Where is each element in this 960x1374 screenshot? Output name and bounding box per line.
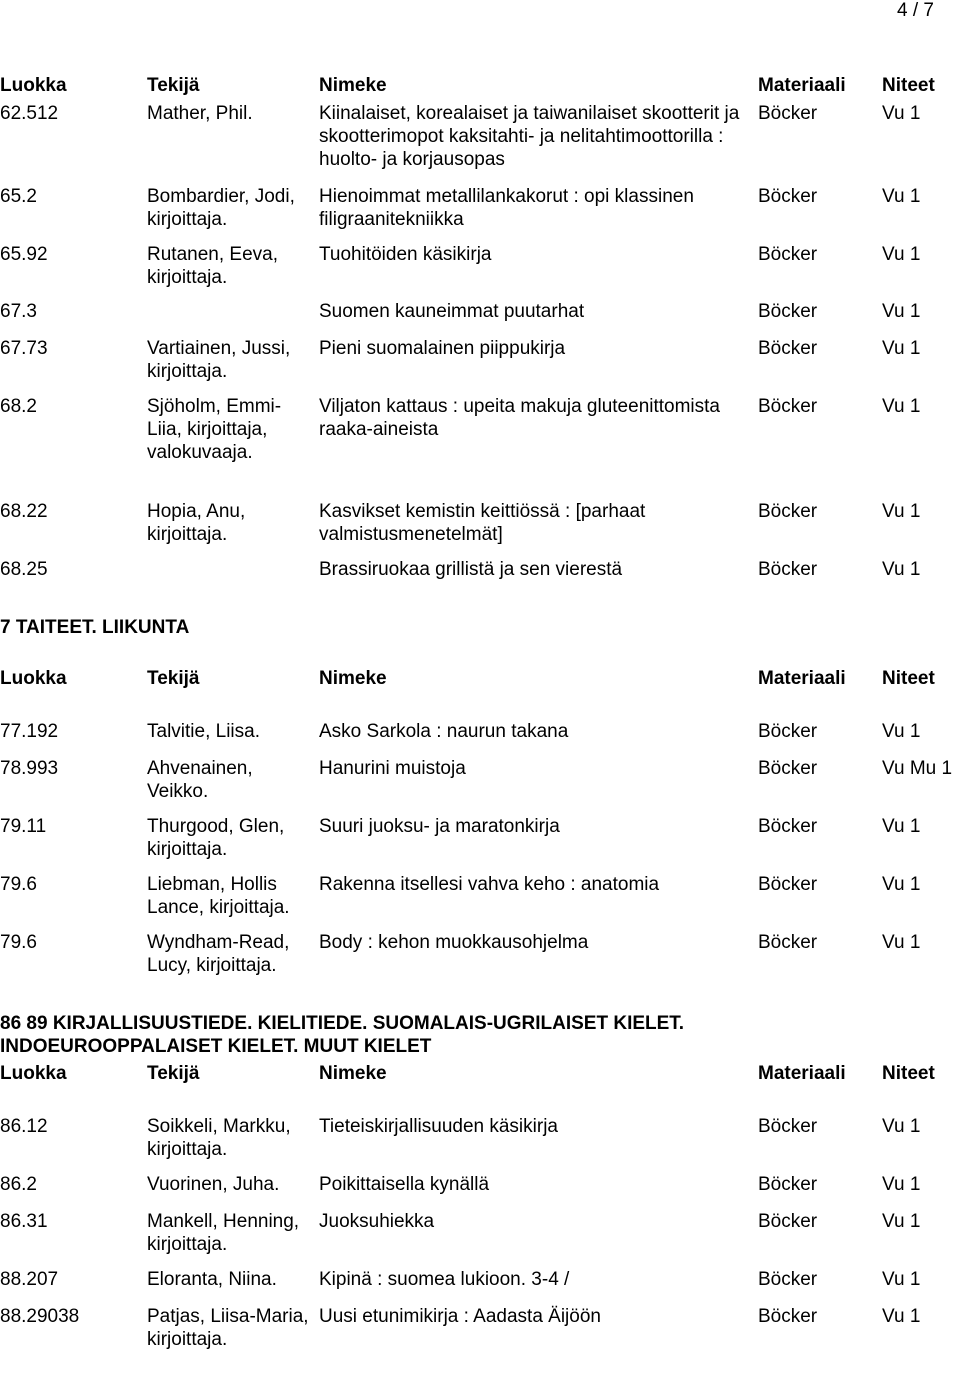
cell-materiaali: Böcker [758, 816, 818, 837]
cell-materiaali: Böcker [758, 721, 818, 742]
cell-niteet: Vu 1 [882, 816, 921, 837]
cell-niteet: Vu 1 [882, 301, 921, 322]
cell-niteet: Vu 1 [882, 396, 921, 417]
cell-niteet: Vu Mu 1 [882, 758, 953, 779]
cell-tekija: Patjas, Liisa-Maria, kirjoittaja. [147, 1306, 309, 1350]
cell-nimeke: Juoksuhiekka [319, 1211, 435, 1232]
cell-nimeke: Tuohitöiden käsikirja [319, 244, 492, 265]
cell-tekija: Eloranta, Niina. [147, 1269, 277, 1290]
cell-nimeke: Brassiruokaa grillistä ja sen vierestä [319, 559, 623, 580]
cell-tekija: Soikkeli, Markku, kirjoittaja. [147, 1116, 291, 1160]
cell-nimeke: Viljaton kattaus : upeita makuja gluteenittomista raaka-aineista [319, 396, 720, 440]
column-header-tekija: Tekijä [147, 668, 200, 689]
cell-tekija: Vuorinen, Juha. [147, 1174, 280, 1195]
cell-nimeke: Poikittaisella kynällä [319, 1174, 490, 1195]
cell-nimeke: Kasvikset kemistin keittiössä : [parhaat valmistusmenetelmät] [319, 501, 646, 545]
cell-materiaali: Böcker [758, 186, 818, 207]
cell-niteet: Vu 1 [882, 501, 921, 522]
cell-nimeke: Body : kehon muokkausohjelma [319, 932, 589, 953]
column-header-materiaali: Materiaali [758, 75, 846, 96]
cell-tekija: Rutanen, Eeva, kirjoittaja. [147, 244, 278, 288]
cell-niteet: Vu 1 [882, 1116, 921, 1137]
cell-luokka: 86.31 [0, 1211, 48, 1232]
cell-nimeke: Hienoimmat metallilankakorut : opi klassinen filigraanitekniikka [319, 186, 694, 230]
cell-nimeke: Kiinalaiset, korealaiset ja taiwanilaiset skootterit ja skootterimopot kaksitahti- ja nelitahtimoottorilla : huolto- ja korjausopas [319, 103, 740, 170]
section-title: 86 89 KIRJALLISUUSTIEDE. KIELITIEDE. SUOMALAIS-UGRILAISET KIELET. INDOEUROOPPALAISET KIELET. MUUT KIELET [0, 1013, 685, 1057]
cell-niteet: Vu 1 [882, 1269, 921, 1290]
cell-niteet: Vu 1 [882, 1306, 921, 1327]
column-header-luokka: Luokka [0, 668, 67, 689]
cell-luokka: 78.993 [0, 758, 59, 779]
column-header-tekija: Tekijä [147, 75, 200, 96]
cell-materiaali: Böcker [758, 559, 818, 580]
cell-materiaali: Böcker [758, 1116, 818, 1137]
cell-materiaali: Böcker [758, 338, 818, 359]
cell-tekija: Hopia, Anu, kirjoittaja. [147, 501, 246, 545]
cell-nimeke: Hanurini muistoja [319, 758, 466, 779]
cell-nimeke: Tieteiskirjallisuuden käsikirja [319, 1116, 558, 1137]
section-title: 7 TAITEET. LIIKUNTA [0, 617, 190, 638]
cell-niteet: Vu 1 [882, 932, 921, 953]
cell-luokka: 88.29038 [0, 1306, 80, 1327]
cell-niteet: Vu 1 [882, 721, 921, 742]
column-header-nimeke: Nimeke [319, 1063, 387, 1084]
cell-luokka: 67.73 [0, 338, 48, 359]
cell-tekija: Wyndham-Read, Lucy, kirjoittaja. [147, 932, 290, 976]
cell-luokka: 68.22 [0, 501, 48, 522]
column-header-materiaali: Materiaali [758, 668, 846, 689]
cell-tekija: Bombardier, Jodi, kirjoittaja. [147, 186, 295, 230]
cell-materiaali: Böcker [758, 301, 818, 322]
cell-luokka: 62.512 [0, 103, 59, 124]
cell-luokka: 68.25 [0, 559, 48, 580]
cell-niteet: Vu 1 [882, 559, 921, 580]
cell-niteet: Vu 1 [882, 103, 921, 124]
cell-niteet: Vu 1 [882, 186, 921, 207]
cell-nimeke: Kipinä : suomea lukioon. 3-4 / [319, 1269, 570, 1290]
cell-niteet: Vu 1 [882, 1211, 921, 1232]
cell-tekija: Thurgood, Glen, kirjoittaja. [147, 816, 285, 860]
column-header-materiaali: Materiaali [758, 1063, 846, 1084]
cell-niteet: Vu 1 [882, 244, 921, 265]
cell-luokka: 86.2 [0, 1174, 37, 1195]
cell-luokka: 79.11 [0, 816, 47, 837]
cell-materiaali: Böcker [758, 874, 818, 895]
cell-materiaali: Böcker [758, 1174, 818, 1195]
cell-materiaali: Böcker [758, 501, 818, 522]
cell-nimeke: Asko Sarkola : naurun takana [319, 721, 569, 742]
cell-luokka: 65.2 [0, 186, 37, 207]
cell-materiaali: Böcker [758, 1269, 818, 1290]
cell-luokka: 86.12 [0, 1116, 48, 1137]
cell-materiaali: Böcker [758, 103, 818, 124]
cell-tekija: Vartiainen, Jussi, kirjoittaja. [147, 338, 291, 382]
column-header-niteet: Niteet [882, 668, 935, 689]
cell-nimeke: Suomen kauneimmat puutarhat [319, 301, 585, 322]
cell-nimeke: Uusi etunimikirja : Aadasta Äijöön [319, 1306, 601, 1327]
cell-tekija: Liebman, Hollis Lance, kirjoittaja. [147, 874, 290, 918]
column-header-nimeke: Nimeke [319, 75, 387, 96]
cell-tekija: Mather, Phil. [147, 103, 253, 124]
cell-materiaali: Böcker [758, 244, 818, 265]
cell-tekija: Talvitie, Liisa. [147, 721, 260, 742]
cell-nimeke: Pieni suomalainen piippukirja [319, 338, 566, 359]
cell-materiaali: Böcker [758, 758, 818, 779]
cell-luokka: 88.207 [0, 1269, 59, 1290]
cell-niteet: Vu 1 [882, 874, 921, 895]
cell-tekija: Mankell, Henning, kirjoittaja. [147, 1211, 300, 1255]
cell-luokka: 79.6 [0, 874, 37, 895]
cell-luokka: 77.192 [0, 721, 59, 742]
column-header-luokka: Luokka [0, 75, 67, 96]
cell-niteet: Vu 1 [882, 1174, 921, 1195]
cell-materiaali: Böcker [758, 932, 818, 953]
cell-niteet: Vu 1 [882, 338, 921, 359]
cell-tekija: Ahvenainen, Veikko. [147, 758, 253, 802]
column-header-nimeke: Nimeke [319, 668, 387, 689]
cell-materiaali: Böcker [758, 1211, 818, 1232]
column-header-tekija: Tekijä [147, 1063, 200, 1084]
cell-luokka: 65.92 [0, 244, 48, 265]
cell-materiaali: Böcker [758, 396, 818, 417]
cell-tekija: Sjöholm, Emmi-Liia, kirjoittaja, valokuvaaja. [147, 396, 282, 463]
column-header-niteet: Niteet [882, 1063, 935, 1084]
cell-luokka: 68.2 [0, 396, 37, 417]
cell-luokka: 79.6 [0, 932, 37, 953]
column-header-luokka: Luokka [0, 1063, 67, 1084]
cell-materiaali: Böcker [758, 1306, 818, 1327]
page-number: 4 / 7 [897, 0, 934, 21]
column-header-niteet: Niteet [882, 75, 935, 96]
cell-nimeke: Suuri juoksu- ja maratonkirja [319, 816, 560, 837]
cell-nimeke: Rakenna itsellesi vahva keho : anatomia [319, 874, 660, 895]
cell-luokka: 67.3 [0, 301, 37, 322]
